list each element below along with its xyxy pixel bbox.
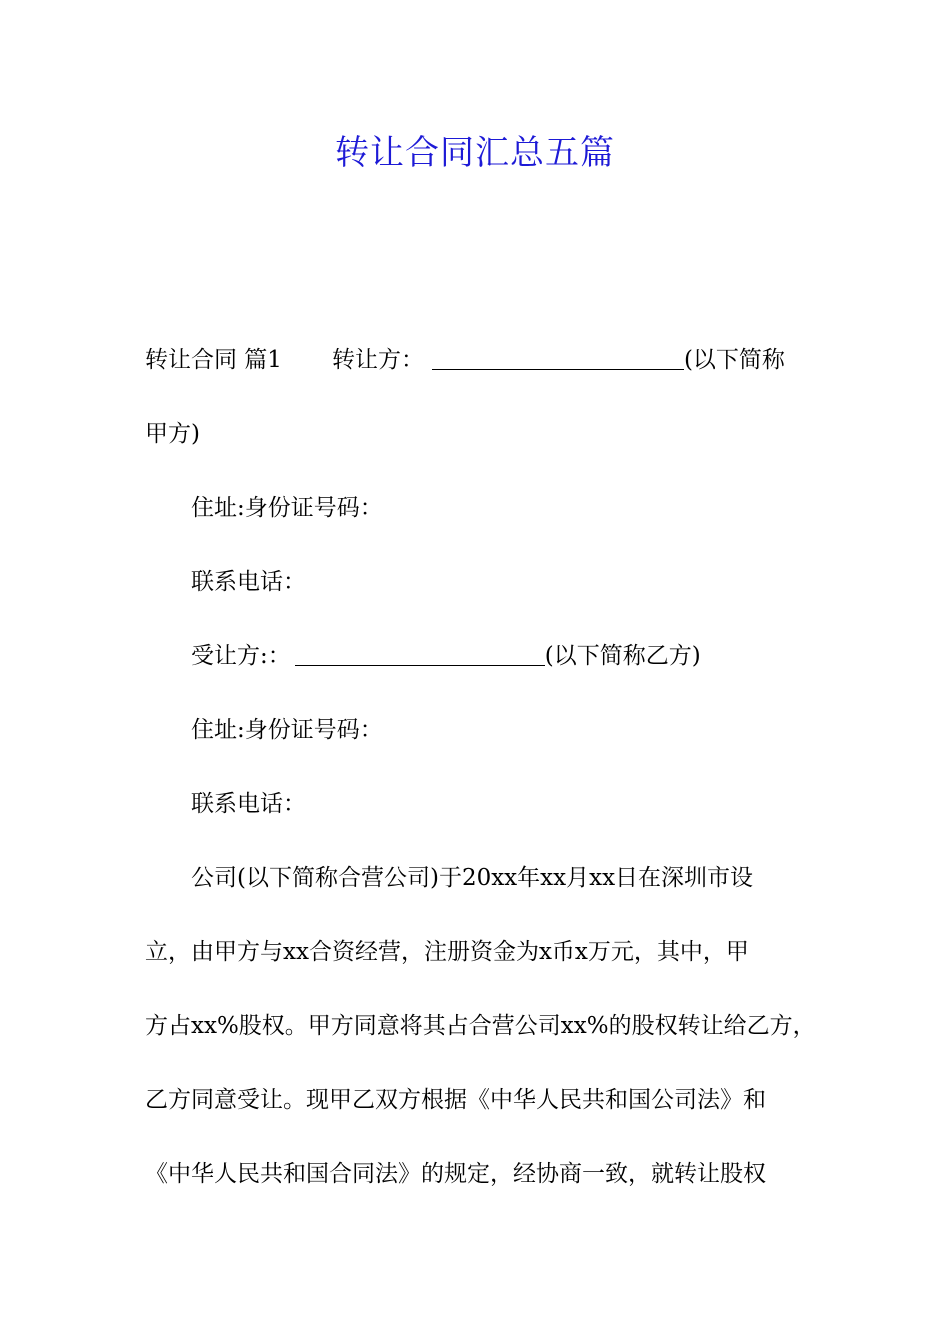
transferor-suffix: (以下简称 <box>683 347 785 373</box>
body-paragraph-line: 立，由甲方与xx合资经营，注册资金为x币x万元，其中，甲 <box>145 939 749 965</box>
address-id-line-b: 住址:身份证号码： <box>191 717 383 743</box>
phone-line-a: 联系电话： <box>191 569 306 595</box>
transferor-label: 转让方： <box>331 347 424 373</box>
contract-line-transferee <box>145 619 811 693</box>
transferee-label: 受让方:： <box>191 643 291 669</box>
transferee-blank <box>295 643 545 666</box>
address-id-line-a: 住址:身份证号码： <box>191 495 383 521</box>
document-title: 转让合同汇总五篇 <box>335 133 615 173</box>
contract-line-party-a: 甲方) <box>145 421 200 447</box>
transferee-suffix: (以下简称乙方) <box>544 643 701 669</box>
body-paragraph-line: 方占xx%股权。甲方同意将其占合营公司xx%的股权转让给乙方， <box>145 1013 816 1039</box>
body-paragraph-line: 公司(以下简称合营公司)于20xx年xx月xx日在深圳市设 <box>191 865 754 891</box>
contract-line-transferor <box>145 323 811 397</box>
body-paragraph-line: 乙方同意受让。现甲乙双方根据《中华人民共和国公司法》和 <box>145 1087 766 1113</box>
phone-line-b: 联系电话： <box>191 791 306 817</box>
body-paragraph-line: 《中华人民共和国合同法》的规定，经协商一致，就转让股权 <box>145 1161 766 1187</box>
transferor-blank <box>432 347 684 370</box>
section-heading: 转让合同 篇1 <box>145 347 282 373</box>
document-body <box>145 323 816 1211</box>
